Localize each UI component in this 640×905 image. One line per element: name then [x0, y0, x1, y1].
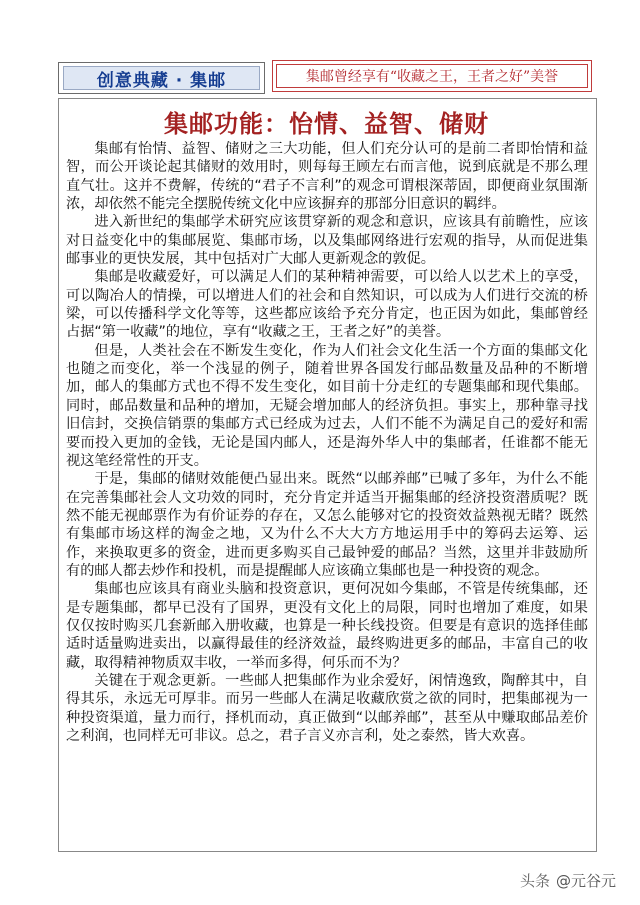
subtitle-banner: [272, 60, 592, 92]
subtitle-banner-text: 集邮曾经享有“收藏之王，王者之好”美誉: [305, 69, 559, 85]
paragraph: 集邮也应该具有商业头脑和投资意识，更何况如今集邮，不管是传统集邮，还是专题集邮，都早已没有了国界，更没有文化上的局限，同时也增加了难度，如果仅仅按时购买几套新邮入册收藏，也算是一种长线投资。但要是有意识的选择佳邮适时适量购进卖出，以赢得最佳的经济效益，最终购进更多的邮品，丰富自己的收藏，取得精神物质双丰收，一举而多得，何乐而不为？: [66, 581, 588, 671]
article-body: [66, 140, 588, 745]
paragraph: 集邮有怡情、益智、储财之三大功能，但人们充分认可的是前二者即怡情和益智，而公开谈论起其储财的效用时，则每每王顾左右而言他，说到底就是不那么理直气壮。这并不费解，传统的“君子不言利”的观念可谓根深蒂固，即便商业氛围渐浓，却依然不能完全摆脱传统文化中应该摒弃的那部分旧意识的羁绊。: [66, 141, 588, 213]
paragraph: 关键在于观念更新。一些邮人把集邮作为业余爱好，闲情逸致，陶醉其中，自得其乐，永远无可厚非。而另一些邮人在满足收藏欣赏之欲的同时，把集邮视为一种投资渠道，量力而行，择机而动，真正做到“以邮养邮”，甚至从中赚取邮品差价之利润，也同样无可非议。总之，君子言义亦言利，处之泰然，皆大欢喜。: [66, 672, 588, 744]
watermark-platform: 头条: [519, 872, 550, 890]
paragraph: 进入新世纪的集邮学术研究应该贯穿新的观念和意识，应该具有前瞻性，应该对日益变化中的集邮展览、集邮市场，以及集邮网络进行宏观的指导，从而促进集邮事业的更快发展，其中包括对广大邮人更新观念的敦促。: [66, 214, 588, 268]
paragraph: 集邮是收藏爱好，可以满足人们的某种精神需要，可以给人以艺术上的享受，可以陶冶人的情操，可以增进人们的社会和自然知识，可以成为人们进行交流的桥梁，可以传播科学文化等等，这些都应该给予充分肯定，也正因为如此，集邮曾经占据“第一收藏”的地位，享有“收藏之王，王者之好”的美誉。: [66, 269, 588, 341]
paragraph: 于是，集邮的储财效能便凸显出来。既然“以邮养邮”已喊了多年，为什么不能在完善集邮社会人文功效的同时，充分肯定并适当开掘集邮的经济投资潜质呢？既然不能无视邮票作为有价证券的存在，又怎么能够对它的投资效益熟视无睹？既然有集邮市场这样的淘金之地，又为什么不大大方方地运用手中的筹码去运筹、运作，来换取更多的资金，进而更多购买自己最钟爱的邮品？当然，这里并非鼓励所有的邮人都去炒作和投机，而是提醒邮人应该确立集邮也是一种投资的观念。: [66, 471, 588, 579]
article-title: 集邮功能：怡情、益智、储财: [164, 110, 489, 138]
watermark: [520, 870, 616, 891]
section-tag: [58, 62, 265, 94]
section-tag-label: 创意典藏 · 集邮: [63, 66, 260, 90]
paragraph: 但是，人类社会在不断发生变化，作为人们社会文化生活一个方面的集邮文化也随之而变化，举一个浅显的例子，随着世界各国发行邮品数量及品种的不断增加，邮人的集邮方式也不得不发生变化，如目前十分走红的专题集邮和现代集邮。同时，邮品数量和品种的增加，无疑会增加邮人的经济负担。事实上，那种靠寻找旧信封，交换信销票的集邮方式已经成为过去，人们不能不为满足自己的爱好和需要而投入更加的金钱，无论是国内邮人，还是海外华人中的集邮者，任谁都不能无视这笔经常性的开支。: [66, 342, 588, 469]
watermark-handle: @元谷元: [555, 872, 616, 890]
